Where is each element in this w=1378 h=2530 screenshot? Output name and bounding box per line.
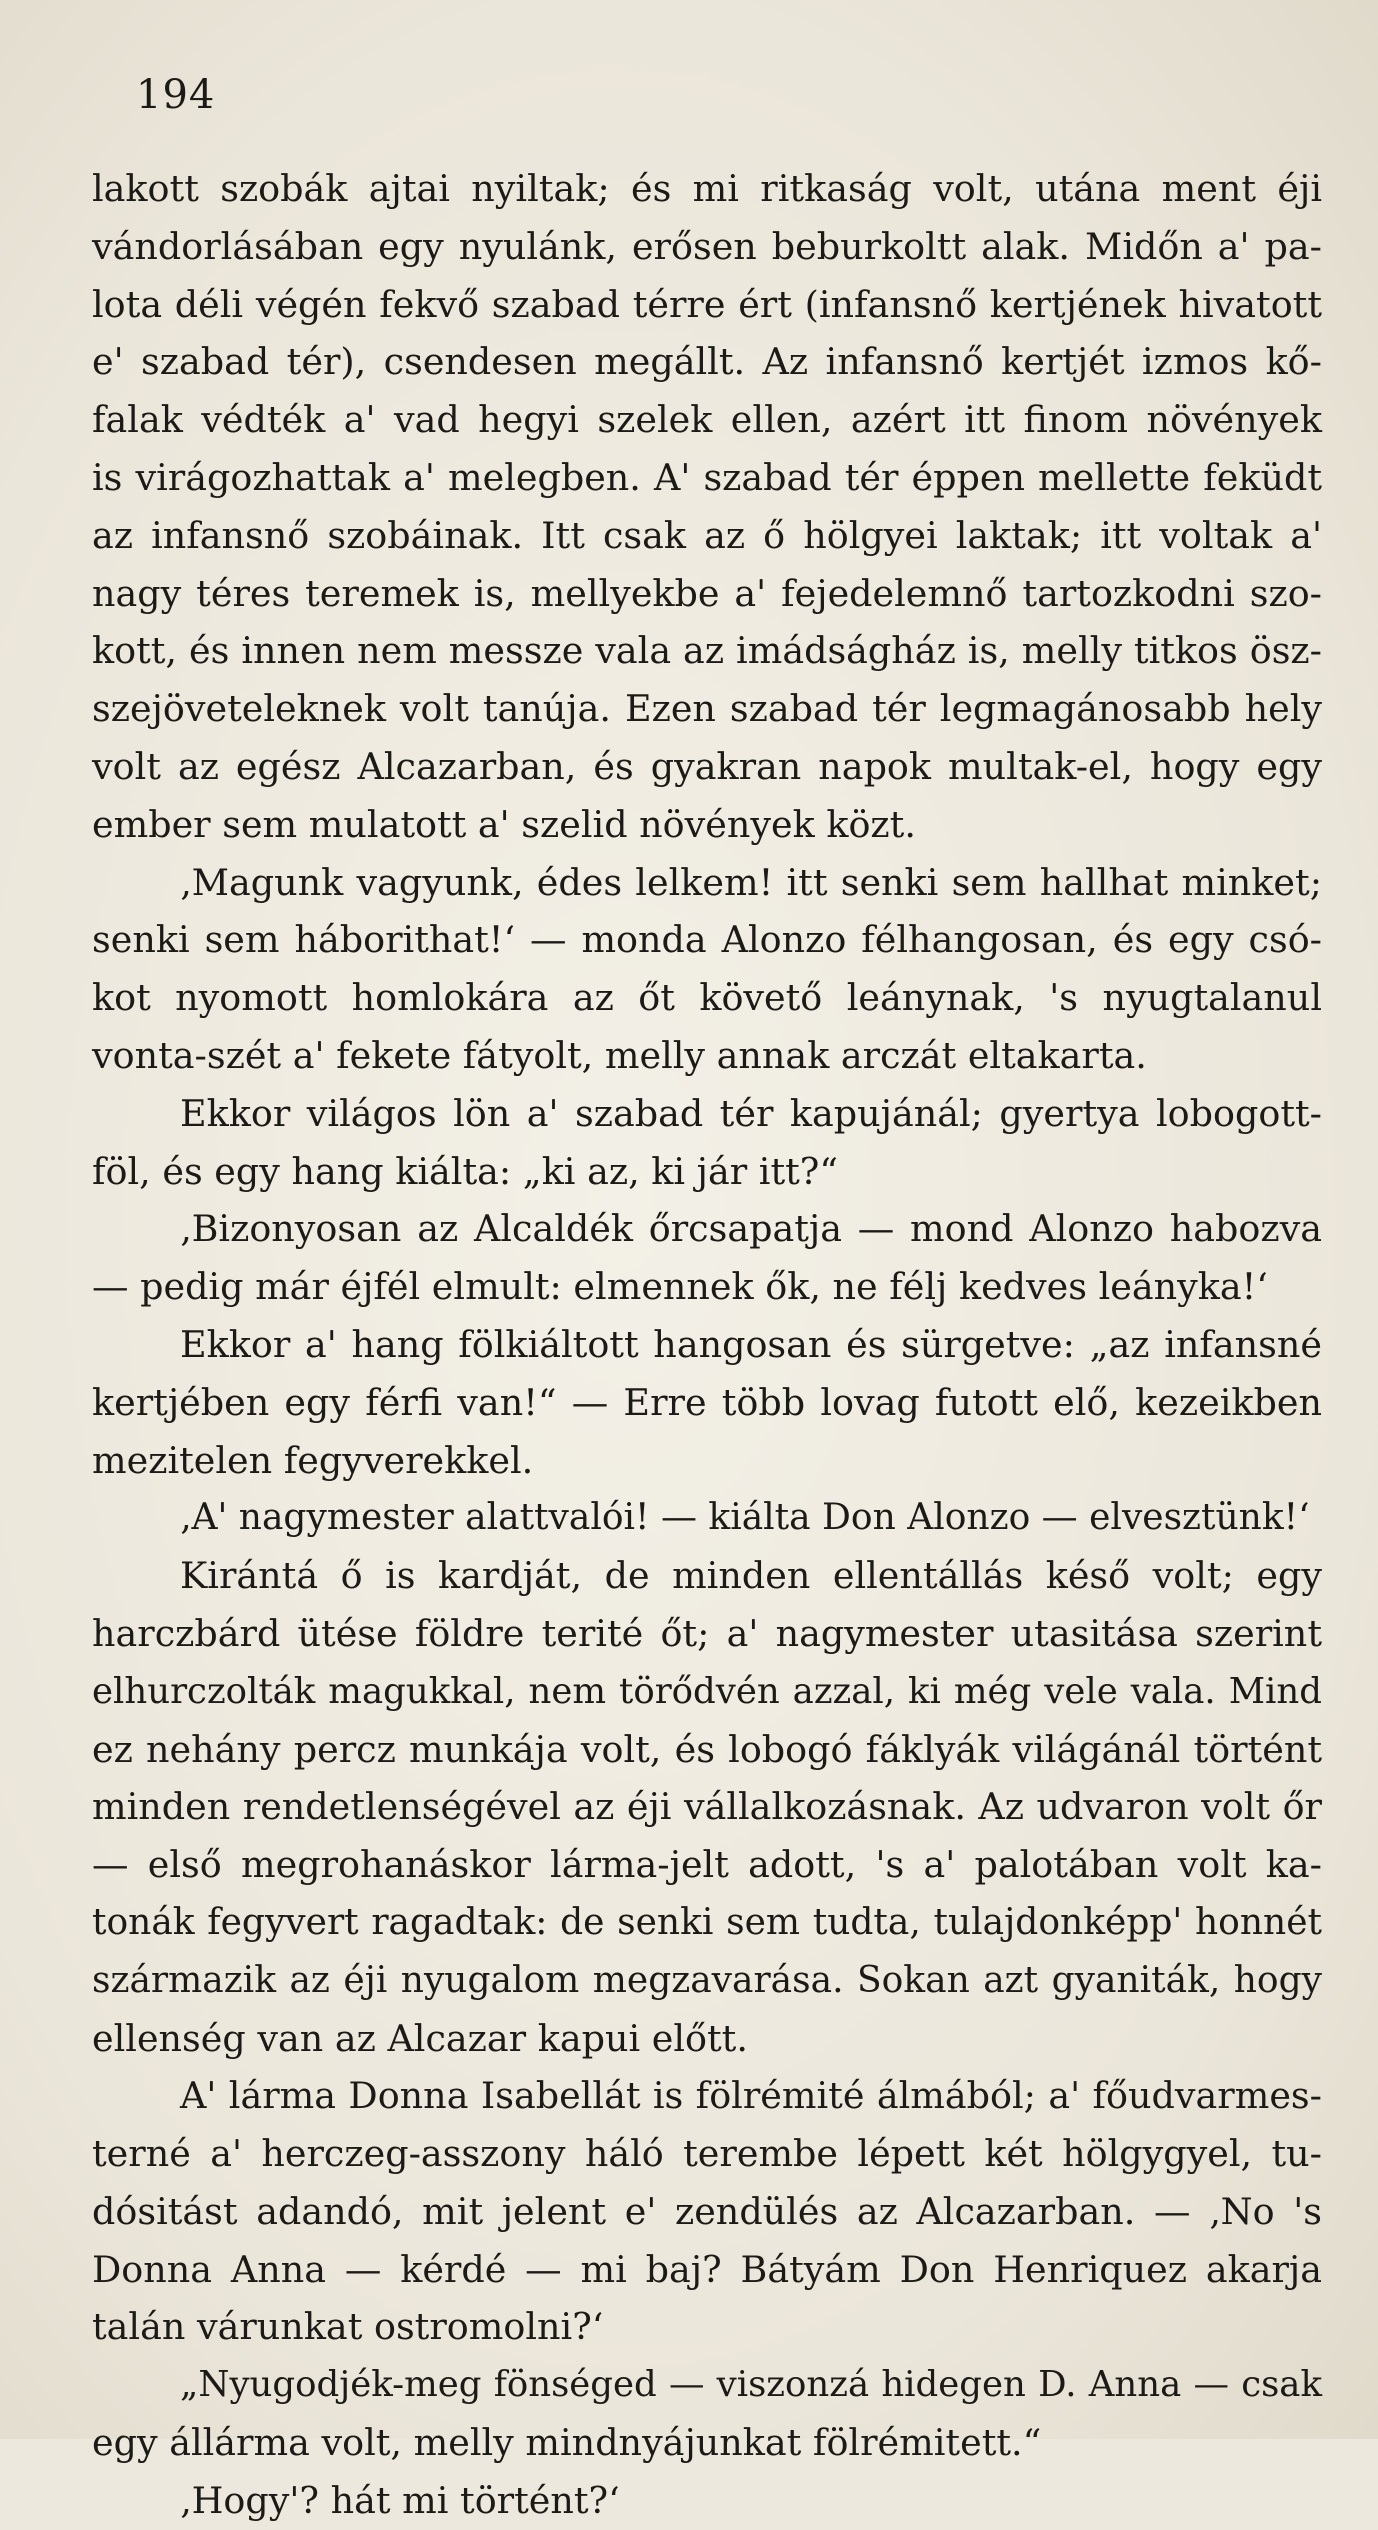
text-line: senki sem háborithat!‘ — monda Alonzo félhangosan, és egy csó- [92, 918, 1322, 962]
text-line: A' lárma Donna Isabellát is fölrémité álmából; a' főudvarmes- [180, 2074, 1322, 2118]
body-text [92, 160, 1322, 2530]
text-line: e' szabad tér), csendesen megállt. Az infansnő kertjét izmos kő- [92, 340, 1322, 384]
text-line: Ekkor a' hang fölkiáltott hangosan és sürgetve: „az infansné [180, 1322, 1322, 1366]
text-line: harczbárd ütése földre terité őt; a' nagymester utasitása szerint [92, 1611, 1322, 1655]
text-line: „Nyugodjék-meg fönséged — viszonzá hidegen D. Anna — csak [180, 2364, 1322, 2406]
text-line: terné a' herczeg-asszony háló terembe lépett két hölgygyel, tu- [92, 2132, 1322, 2176]
text-line: dósitást adandó, mit jelent e' zendülés az Alcazarban. — ‚No 's [92, 2189, 1322, 2233]
text-line: lakott szobák ajtai nyiltak; és mi ritkaság volt, utána ment éji [92, 167, 1322, 210]
text-line: ‚Magunk vagyunk, édes lelkem! itt senki sem hallhat minket; [180, 860, 1322, 904]
text-line: minden rendetlenségével az éji vállalkozásnak. Az udvaron volt őr [92, 1785, 1322, 1829]
text-line: ez nehány percz munkája volt, és lobogó fáklyák világánál történt [92, 1727, 1322, 1771]
text-line: elhurczolták magukkal, nem törődvén azzal, ki még vele vala. Mind [92, 1670, 1322, 1712]
text-line: tonák fegyvert ragadtak: de senki sem tudta, tulajdonképp' honnét [92, 1901, 1322, 1943]
text-line: ember sem mulatott a' szelid növények közt. [92, 802, 916, 846]
text-line: Donna Anna — kérdé — mi baj? Bátyám Don Henriquez akarja [92, 2247, 1322, 2291]
text-line: — pedig már éjfél elmult: elmennek ők, ne félj kedves leányka!‘ [92, 1265, 1268, 1309]
text-line: lota déli végén fekvő szabad térre ért (infansnő kertjének hivatott [92, 282, 1322, 326]
text-line: szejöveteleknek volt tanúja. Ezen szabad tér legmagánosabb hely [92, 687, 1322, 731]
text-line: föl, és egy hang kiálta: „ki az, ki jár itt?“ [92, 1149, 839, 1193]
text-line: ellenség van az Alcazar kapui előtt. [92, 2016, 748, 2060]
text-line: Kirántá ő is kardját, de minden ellentállás késő volt; egy [180, 1554, 1322, 1598]
text-line: falak védték a' vad hegyi szelek ellen, azért itt finom növények [92, 398, 1322, 442]
page-number: 194 [136, 72, 216, 118]
text-line: ‚Bizonyosan az Alcaldék őrcsapatja — mond Alonzo habozva [180, 1207, 1322, 1251]
text-line: vándorlásában egy nyulánk, erősen beburkoltt alak. Midőn a' pa- [92, 224, 1322, 268]
text-line: ‚A' nagymester alattvalói! — kiálta Don Alonzo — elvesztünk!‘ [180, 1497, 1310, 1539]
text-line: az infansnő szobáinak. Itt csak az ő hölgyei laktak; itt voltak a' [92, 513, 1322, 557]
text-line: nagy téres teremek is, mellyekbe a' fejedelemnő tartozkodni szo- [92, 571, 1322, 615]
text-line: egy állárma volt, melly mindnyájunkat fölrémitett.“ [92, 2421, 1042, 2465]
text-line: ‚Hogy'? hát mi történt?‘ [180, 2478, 620, 2522]
text-line: kot nyomott homlokára az őt követő leánynak, 's nyugtalanul [92, 976, 1322, 1020]
text-line: volt az egész Alcazarban, és gyakran napok multak-el, hogy egy [92, 744, 1322, 788]
text-line: kertjében egy férfi van!“ — Erre több lovag futott elő, kezeikben [92, 1380, 1322, 1424]
text-line: kott, és innen nem messze vala az imádságház is, melly titkos ösz- [92, 629, 1322, 673]
text-line: is virágozhattak a' melegben. A' szabad tér éppen mellette feküdt [92, 455, 1322, 499]
text-line: származik az éji nyugalom megzavarása. Sokan azt gyaniták, hogy [92, 1959, 1322, 2001]
text-line: vonta-szét a' fekete fátyolt, melly annak arczát eltakarta. [92, 1033, 1147, 1077]
text-line: mezitelen fegyverekkel. [92, 1438, 534, 1482]
text-line: talán várunkat ostromolni?‘ [92, 2305, 604, 2349]
text-line: Ekkor világos lön a' szabad tér kapujánál; gyertya lobogott- [180, 1091, 1322, 1135]
text-line: — első megrohanáskor lárma-jelt adott, 's a' palotában volt ka- [92, 1843, 1322, 1887]
